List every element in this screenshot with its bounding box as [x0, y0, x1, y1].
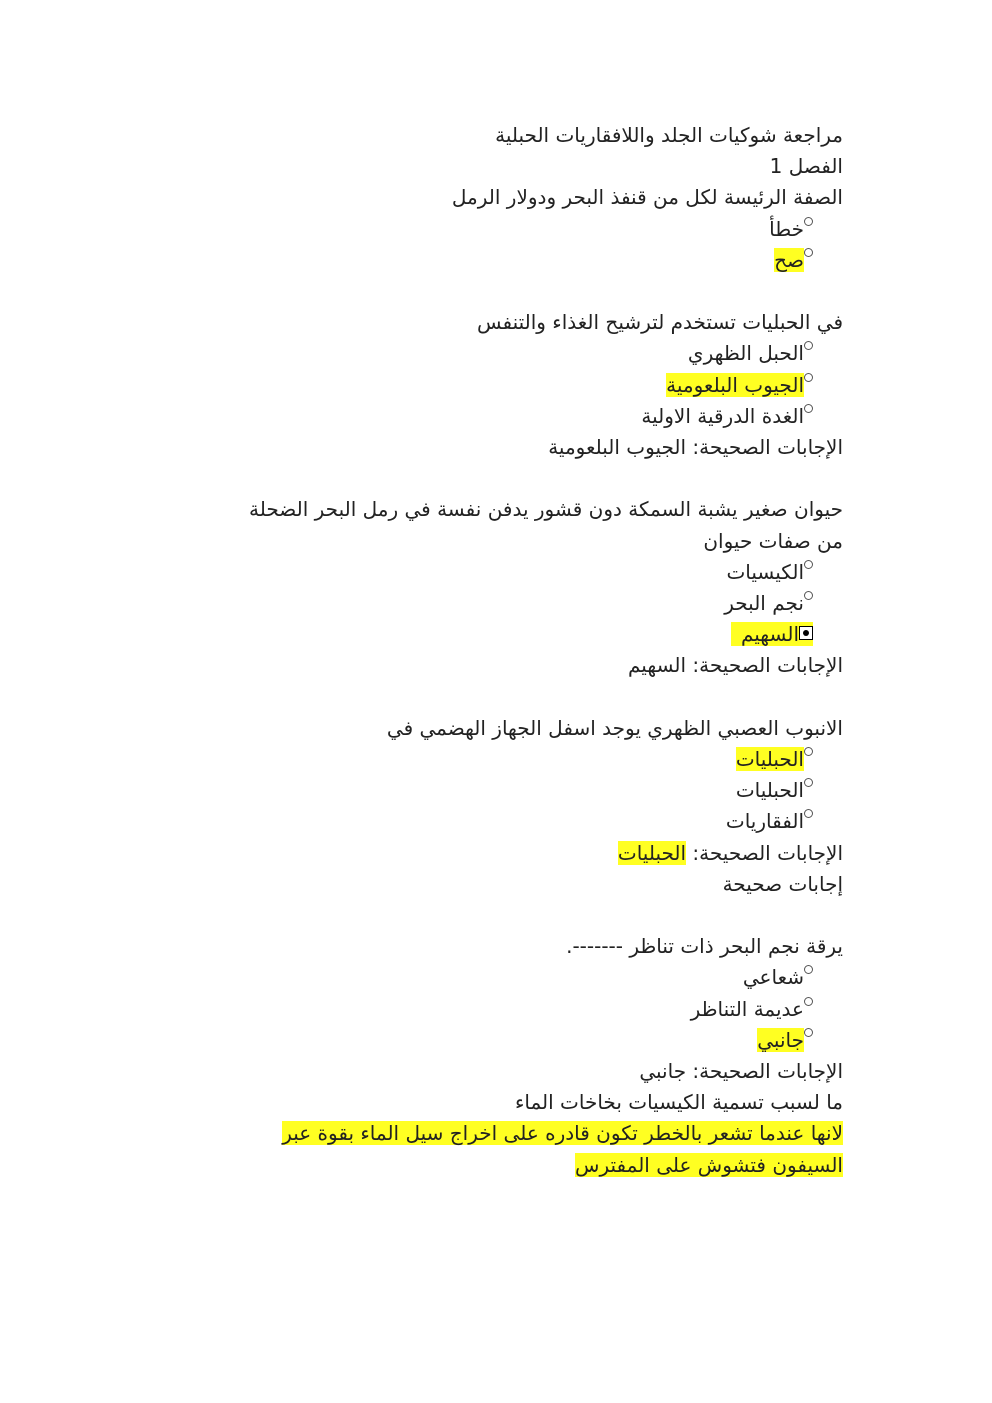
option-label-highlighted: صح [774, 247, 804, 272]
answer-text-highlighted: لانها عندما تشعر بالخطر تكون قادره على اخراج سيل الماء بقوة عبر [282, 1121, 843, 1146]
question-4-option-3[interactable] [163, 806, 843, 837]
option-label: عديمة التناظر [690, 996, 804, 1021]
document-body [163, 120, 843, 1181]
question-5-option-2[interactable] [163, 994, 843, 1025]
option-label: السهيم [740, 622, 799, 647]
answer-label: الإجابات الصحيحة: [692, 435, 843, 460]
chapter-label: الفصل 1 [769, 154, 843, 179]
answer-text-highlighted: السيفون فتشوش على المفترس [575, 1152, 843, 1177]
question-5-text: يرقة نجم البحر ذات تناظر -------. [566, 934, 843, 959]
option-label: الحبل الظهري [687, 341, 804, 366]
spacer [163, 900, 843, 931]
question-1-text: الصفة الرئيسة لكل من قنفذ البحر ودولار الرمل [451, 185, 843, 210]
question-2-option-1[interactable] [163, 338, 843, 369]
spacer [163, 682, 843, 713]
answer-label: الإجابات الصحيحة: [692, 653, 843, 678]
radio-icon[interactable] [804, 591, 813, 600]
answer-label: الإجابات الصحيحة: [692, 1059, 843, 1084]
answer-value: السهيم [628, 653, 687, 678]
radio-icon[interactable] [804, 997, 813, 1006]
option-label: خطأ [769, 216, 804, 241]
question-2-option-3[interactable] [163, 401, 843, 432]
question-1-option-1[interactable] [163, 214, 843, 245]
option-label: الكيسيات [726, 559, 804, 584]
question-6-answer-line-2 [163, 1150, 843, 1181]
question-4-answer [163, 838, 843, 869]
radio-icon[interactable] [804, 1028, 813, 1037]
radio-icon[interactable] [804, 404, 813, 413]
radio-icon[interactable] [804, 217, 813, 226]
question-6-text: ما لسبب تسمية الكيسيات بخاخات الماء [514, 1090, 843, 1115]
spacer [163, 463, 843, 494]
answer-label: الإجابات الصحيحة: [692, 840, 843, 865]
question-5-option-3[interactable] [163, 1025, 843, 1056]
radio-icon[interactable] [804, 373, 813, 382]
question-5-option-1[interactable] [163, 962, 843, 993]
radio-icon[interactable] [804, 778, 813, 787]
answer-value: جانبي [639, 1059, 687, 1084]
question-3-option-2[interactable] [163, 588, 843, 619]
option-highlight [731, 622, 813, 646]
option-label-highlighted: جانبي [757, 1027, 804, 1052]
option-label: الغدة الدرقية الاولية [641, 403, 804, 428]
question-4-option-2[interactable] [163, 775, 843, 806]
document-title: مراجعة شوكيات الجلد واللافقاريات الحبلية [495, 123, 843, 147]
option-label: نجم البحر [724, 591, 804, 616]
answer-value: الجيوب البلعومية [548, 435, 687, 460]
radio-icon[interactable] [804, 560, 813, 569]
option-label-highlighted: الجيوب البلعومية [666, 372, 804, 397]
question-2-answer [163, 432, 843, 463]
question-4-text: الانبوب العصبي الظهري يوجد اسفل الجهاز الهضمي في [386, 715, 843, 740]
question-5-answer [163, 1056, 843, 1087]
option-label-highlighted: الحبليات [735, 747, 804, 772]
question-3-option-1[interactable] [163, 557, 843, 588]
option-label: الفقاريات [725, 809, 804, 834]
option-label: شعاعي [742, 965, 804, 990]
radio-icon[interactable] [804, 747, 813, 756]
question-6-answer-line-1 [163, 1118, 843, 1149]
option-label: الحبليات [735, 778, 804, 803]
question-4-option-1[interactable] [163, 744, 843, 775]
radio-icon[interactable] [804, 809, 813, 818]
question-3-text-line-2: من صفات حيوان [703, 528, 843, 553]
answer-value-highlighted: الحبليات [617, 840, 687, 865]
question-3-answer [163, 650, 843, 681]
spacer [163, 276, 843, 307]
question-4-note: إجابات صحيحة [722, 871, 843, 896]
radio-icon[interactable] [804, 248, 813, 257]
radio-icon[interactable] [804, 341, 813, 350]
question-2-option-2[interactable] [163, 370, 843, 401]
question-3-text-line-1: حيوان صغير يشبة السمكة دون قشور يدفن نفسة في رمل البحر الضحلة [249, 497, 843, 522]
radio-icon[interactable] [804, 965, 813, 974]
question-3-option-3[interactable] [163, 619, 843, 650]
question-2-text: في الحبليات تستخدم لترشيح الغذاء والتنفس [476, 310, 843, 335]
radio-checked-icon[interactable] [799, 626, 813, 640]
question-1-option-2[interactable] [163, 245, 843, 276]
